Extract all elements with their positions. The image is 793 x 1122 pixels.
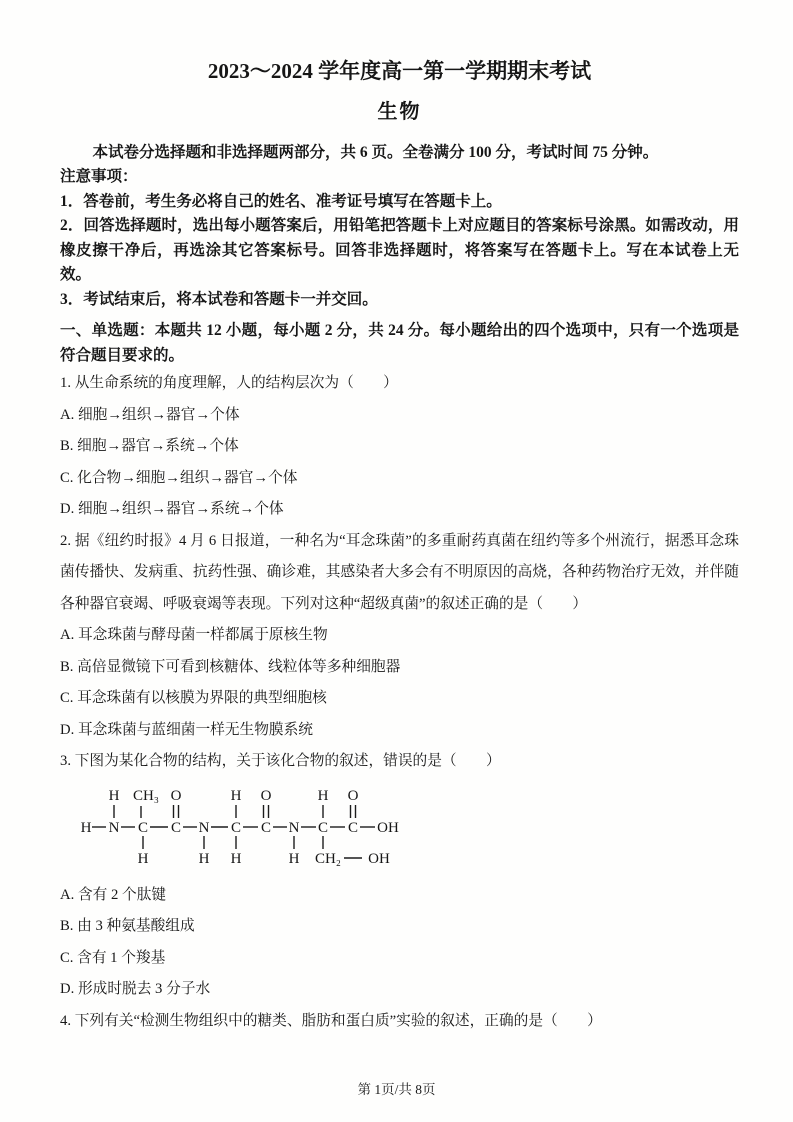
atom-label: CH₂ [314, 850, 342, 867]
atom-label: N [288, 819, 300, 836]
atom-label: C [260, 819, 272, 836]
atom-label: CH₃ [132, 787, 160, 804]
atom-label: H [108, 787, 120, 804]
question-3-stem: 3. 下图为某化合物的结构，关于该化合物的叙述，错误的是（ ） [60, 753, 501, 769]
question-3-option-a: A. 含有 2 个肽键 [60, 886, 167, 903]
question-1-stem: 1. 从生命系统的角度理解，人的结构层次为（ ） [60, 375, 398, 391]
question-2-stem: 2. 据《纽约时报》4 月 6 日报道，一种名为“耳念珠菌”的多重耐药真菌在纽约等多个州流行，据悉耳念珠菌传播快、发病重、抗药性强、确诊难，其感染者大多会有不明原因的高烧，各种药物治疗无效，并伴随各种器官衰竭、呼吸衰竭等表现。下列对这种“超级真菌”的叙述正确的是（ ） [60, 532, 739, 612]
atom-label: H [198, 850, 210, 867]
atom-label: OH [368, 850, 390, 867]
question-2 [60, 526, 739, 747]
question-1-option-b: B. 细胞→器官→系统→个体 [60, 438, 239, 454]
notice-item-1: 1．答卷前，考生务必将自己的姓名、准考证号填写在答题卡上。 [60, 192, 502, 210]
exam-intro: 本试卷分选择题和非选择题两部分，共 6 页。全卷满分 100 分，考试时间 75 分钟。 [92, 144, 659, 161]
question-2-option-c: C. 耳念珠菌有以核膜为界限的典型细胞核 [60, 690, 327, 706]
question-3 [60, 746, 739, 1006]
notice-item-2: 2．回答选择题时，选出每小题答案后，用铅笔把答题卡上对应题目的答案标号涂黑。如需改动，用橡皮擦干净后，再选涂其它答案标号。回答非选择题时，将答案写在答题卡上。写在本试卷上无效。 [60, 217, 739, 283]
question-4 [60, 1006, 739, 1038]
question-3-option-c: C. 含有 1 个羧基 [60, 949, 166, 966]
page-title: 2023～2024 学年度高一第一学期期末考试 [207, 59, 592, 83]
question-3-option-b: B. 由 3 种氨基酸组成 [60, 918, 195, 934]
question-3-option-d: D. 形成时脱去 3 分子水 [60, 981, 211, 997]
atom-label: C [317, 819, 329, 836]
question-2-option-b: B. 高倍显微镜下可看到核糖体、线粒体等多种细胞器 [60, 658, 401, 675]
atom-label: O [347, 787, 359, 804]
page-number-footer: 第 1页/共 8页 [357, 1082, 436, 1097]
notice-item-3: 3．考试结束后，将本试卷和答题卡一并交回。 [60, 290, 378, 308]
subject-title: 生物 [377, 101, 422, 123]
atom-label: H [137, 850, 149, 867]
question-1-option-a: A. 细胞→组织→器官→个体 [60, 406, 240, 423]
atom-label: H [230, 850, 242, 867]
compound-structure-figure [76, 782, 739, 880]
question-4-stem: 4. 下列有关“检测生物组织中的糖类、脂肪和蛋白质”实验的叙述，正确的是（ ） [60, 1012, 602, 1029]
question-2-option-d: D. 耳念珠菌与蓝细菌一样无生物膜系统 [60, 721, 313, 738]
atom-label: O [170, 787, 182, 804]
atom-label: OH [377, 819, 399, 836]
section-heading: 一、单选题：本题共 12 小题，每小题 2 分，共 24 分。每小题给出的四个选项中，只有一个选项是符合题目要求的。 [60, 322, 739, 364]
atom-label: H [230, 787, 242, 804]
atom-label: H [80, 819, 92, 836]
notice-label: 注意事项： [60, 168, 138, 185]
question-1-option-c: C. 化合物→细胞→组织→器官→个体 [60, 469, 298, 486]
atom-label: C [230, 819, 242, 836]
atom-label: N [108, 819, 120, 836]
atom-label: O [260, 787, 272, 804]
atom-label: N [198, 819, 210, 836]
atom-label: C [137, 819, 149, 836]
question-2-option-a: A. 耳念珠菌与酵母菌一样都属于原核生物 [60, 627, 328, 643]
atom-label: H [288, 850, 300, 867]
compound-structure-diagram [76, 782, 421, 878]
notice-section [60, 165, 739, 312]
question-1-option-d: D. 细胞→组织→器官→系统→个体 [60, 501, 284, 517]
atom-label: C [347, 819, 359, 836]
question-1 [60, 368, 739, 526]
atom-label: H [317, 787, 329, 804]
atom-label: C [170, 819, 182, 836]
